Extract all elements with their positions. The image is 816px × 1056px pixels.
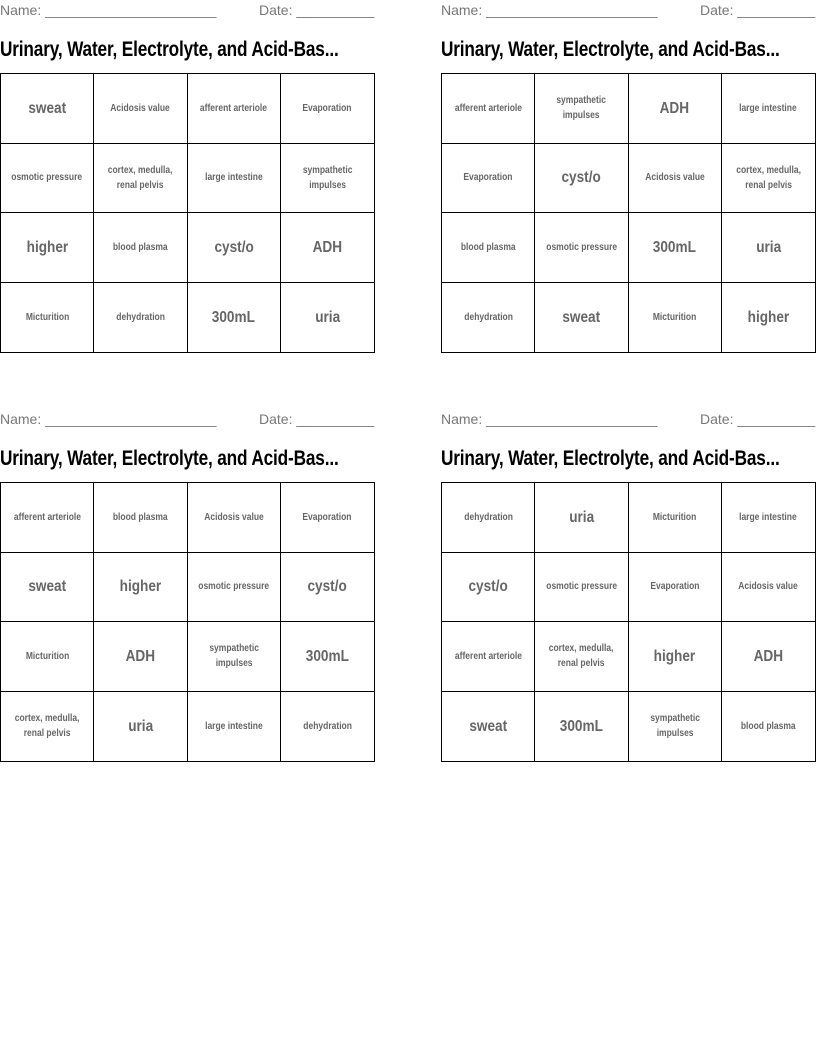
bingo-cell bbox=[535, 144, 628, 214]
name-date-line bbox=[441, 409, 816, 429]
name-field-label: Name: ______________________ bbox=[0, 2, 217, 18]
bingo-cell bbox=[188, 213, 281, 283]
bingo-cell bbox=[442, 74, 535, 144]
bingo-cell bbox=[1, 622, 94, 692]
bingo-card bbox=[0, 0, 375, 326]
date-field-label: Date: __________ bbox=[700, 411, 816, 427]
cell-text: 300mL bbox=[212, 308, 256, 326]
bingo-grid bbox=[441, 73, 816, 353]
bingo-cell bbox=[94, 483, 187, 553]
bingo-cell bbox=[94, 692, 187, 762]
cell-text: large intestine bbox=[739, 102, 798, 114]
cell-text: cyst/o bbox=[468, 578, 508, 596]
cell-text: Evaporation bbox=[302, 511, 352, 523]
bingo-cell bbox=[722, 692, 815, 762]
cell-text: sweat bbox=[28, 99, 67, 117]
bingo-cell bbox=[1, 144, 94, 214]
cell-text: afferent arteriole bbox=[454, 650, 522, 662]
bingo-cell bbox=[94, 622, 187, 692]
bingo-cell bbox=[535, 483, 628, 553]
bingo-cell bbox=[1, 553, 94, 623]
cell-text: osmotic pressure bbox=[545, 581, 617, 593]
cell-text: uria bbox=[127, 717, 153, 735]
bingo-cell bbox=[188, 74, 281, 144]
cell-text: Acidosis value bbox=[110, 102, 171, 114]
bingo-cell bbox=[94, 553, 187, 623]
bingo-cell bbox=[94, 213, 187, 283]
bingo-cell bbox=[281, 622, 374, 692]
bingo-cell bbox=[188, 622, 281, 692]
bingo-cell bbox=[629, 553, 722, 623]
cell-text: cortex, medulla, renal pelvis bbox=[14, 713, 80, 740]
cell-text: ADH bbox=[312, 238, 343, 256]
bingo-card bbox=[441, 409, 816, 740]
cell-text: dehydration bbox=[303, 720, 352, 732]
cell-text: osmotic pressure bbox=[545, 241, 617, 253]
bingo-cell bbox=[535, 622, 628, 692]
cell-text: cyst/o bbox=[561, 169, 602, 187]
cell-text: cyst/o bbox=[213, 238, 254, 256]
bingo-cell bbox=[629, 144, 722, 214]
cell-text: cortex, medulla, renal pelvis bbox=[108, 164, 173, 191]
bingo-cell bbox=[629, 74, 722, 144]
bingo-cell bbox=[442, 213, 535, 283]
cell-text: uria bbox=[314, 308, 340, 326]
cell-text: afferent arteriole bbox=[200, 102, 268, 114]
bingo-grid bbox=[0, 482, 375, 762]
date-field-label: Date: __________ bbox=[700, 2, 816, 18]
bingo-cell bbox=[1, 283, 94, 353]
cell-text: Micturition bbox=[652, 511, 697, 523]
bingo-cell bbox=[188, 553, 281, 623]
bingo-cell bbox=[281, 144, 374, 214]
cell-text: cyst/o bbox=[307, 578, 348, 596]
bingo-grid bbox=[441, 482, 816, 762]
cell-text: cortex, medulla, renal pelvis bbox=[549, 643, 614, 670]
bingo-grid bbox=[0, 73, 375, 353]
cell-text: ADH bbox=[753, 647, 784, 665]
card-title: Urinary, Water, Electrolyte, and Acid-Bas... bbox=[441, 38, 780, 61]
cell-text: Acidosis value bbox=[644, 172, 705, 184]
cell-text: Acidosis value bbox=[738, 581, 799, 593]
card-title: Urinary, Water, Electrolyte, and Acid-Bas... bbox=[0, 447, 339, 470]
name-field-label: Name: ______________________ bbox=[0, 411, 217, 427]
cell-text: 300mL bbox=[305, 647, 349, 665]
cell-text: cortex, medulla, renal pelvis bbox=[736, 164, 801, 191]
cell-text: dehydration bbox=[463, 511, 513, 523]
name-date-line bbox=[0, 0, 375, 20]
bingo-cell bbox=[188, 483, 281, 553]
bingo-card bbox=[0, 409, 375, 740]
bingo-cell bbox=[442, 622, 535, 692]
date-field-label: Date: __________ bbox=[259, 411, 375, 427]
cell-text: higher bbox=[653, 647, 696, 665]
cell-text: blood plasma bbox=[460, 241, 516, 253]
cell-text: ADH bbox=[659, 99, 690, 117]
bingo-cell bbox=[442, 283, 535, 353]
cell-text: blood plasma bbox=[112, 241, 168, 253]
cell-text: sympathetic impulses bbox=[649, 713, 700, 740]
bingo-cell bbox=[629, 213, 722, 283]
card-title: Urinary, Water, Electrolyte, and Acid-Bas... bbox=[0, 38, 339, 61]
bingo-cell bbox=[535, 283, 628, 353]
name-field-label: Name: ______________________ bbox=[441, 2, 658, 18]
cell-text: Evaporation bbox=[650, 581, 700, 593]
cell-text: large intestine bbox=[739, 511, 798, 523]
bingo-cell bbox=[722, 622, 815, 692]
cell-text: sweat bbox=[562, 308, 601, 326]
cell-text: large intestine bbox=[204, 172, 263, 184]
cell-text: Micturition bbox=[25, 650, 69, 662]
bingo-cell bbox=[442, 553, 535, 623]
cell-text: osmotic pressure bbox=[198, 581, 270, 593]
bingo-cell bbox=[722, 283, 815, 353]
cell-text: dehydration bbox=[116, 311, 165, 323]
name-date-line bbox=[0, 409, 375, 429]
bingo-cell bbox=[535, 213, 628, 283]
cell-text: 300mL bbox=[653, 238, 697, 256]
cell-text: sweat bbox=[28, 578, 67, 596]
cell-text: ADH bbox=[125, 647, 156, 665]
bingo-cell bbox=[629, 483, 722, 553]
bingo-cell bbox=[281, 483, 374, 553]
name-date-line bbox=[441, 0, 816, 20]
bingo-cell bbox=[281, 283, 374, 353]
card-title: Urinary, Water, Electrolyte, and Acid-Bas... bbox=[441, 447, 780, 470]
cell-text: higher bbox=[747, 308, 790, 326]
cell-text: sympathetic impulses bbox=[208, 643, 259, 670]
cell-text: sympathetic impulses bbox=[302, 164, 353, 191]
bingo-cell bbox=[188, 283, 281, 353]
cell-text: afferent arteriole bbox=[454, 102, 522, 114]
bingo-cell bbox=[1, 483, 94, 553]
bingo-cell bbox=[281, 74, 374, 144]
cell-text: osmotic pressure bbox=[11, 172, 83, 184]
cell-text: higher bbox=[26, 238, 68, 256]
bingo-cell bbox=[1, 213, 94, 283]
bingo-cell bbox=[535, 553, 628, 623]
bingo-cell bbox=[535, 692, 628, 762]
bingo-cell bbox=[442, 144, 535, 214]
bingo-cell bbox=[442, 692, 535, 762]
bingo-cell bbox=[629, 692, 722, 762]
name-field-label: Name: ______________________ bbox=[441, 411, 658, 427]
bingo-cell bbox=[722, 213, 815, 283]
cell-text: uria bbox=[755, 238, 781, 256]
bingo-cell bbox=[722, 553, 815, 623]
cell-text: dehydration bbox=[463, 311, 513, 323]
bingo-cell bbox=[1, 74, 94, 144]
bingo-cell bbox=[629, 622, 722, 692]
date-field-label: Date: __________ bbox=[259, 2, 375, 18]
cell-text: Evaporation bbox=[302, 102, 352, 114]
bingo-cell bbox=[535, 74, 628, 144]
bingo-cell bbox=[629, 283, 722, 353]
bingo-cell bbox=[722, 74, 815, 144]
cell-text: afferent arteriole bbox=[13, 511, 81, 523]
bingo-cell bbox=[94, 283, 187, 353]
bingo-cell bbox=[281, 213, 374, 283]
bingo-cell bbox=[442, 483, 535, 553]
cell-text: 300mL bbox=[559, 717, 603, 735]
bingo-cell bbox=[722, 483, 815, 553]
cell-text: uria bbox=[568, 508, 594, 526]
bingo-cell bbox=[1, 692, 94, 762]
bingo-cell bbox=[188, 144, 281, 214]
bingo-cell bbox=[281, 553, 374, 623]
cell-text: sympathetic impulses bbox=[556, 95, 607, 122]
cell-text: large intestine bbox=[204, 720, 263, 732]
cell-text: blood plasma bbox=[112, 511, 168, 523]
cell-text: Acidosis value bbox=[203, 511, 264, 523]
bingo-card bbox=[441, 0, 816, 326]
bingo-cell bbox=[188, 692, 281, 762]
cell-text: Micturition bbox=[652, 311, 697, 323]
cell-text: blood plasma bbox=[740, 720, 796, 732]
cell-text: sweat bbox=[469, 717, 508, 735]
cell-text: higher bbox=[119, 578, 162, 596]
cell-text: Evaporation bbox=[463, 172, 513, 184]
bingo-cell bbox=[281, 692, 374, 762]
bingo-cell bbox=[94, 144, 187, 214]
bingo-cell bbox=[722, 144, 815, 214]
cell-text: Micturition bbox=[25, 311, 69, 323]
bingo-cell bbox=[94, 74, 187, 144]
